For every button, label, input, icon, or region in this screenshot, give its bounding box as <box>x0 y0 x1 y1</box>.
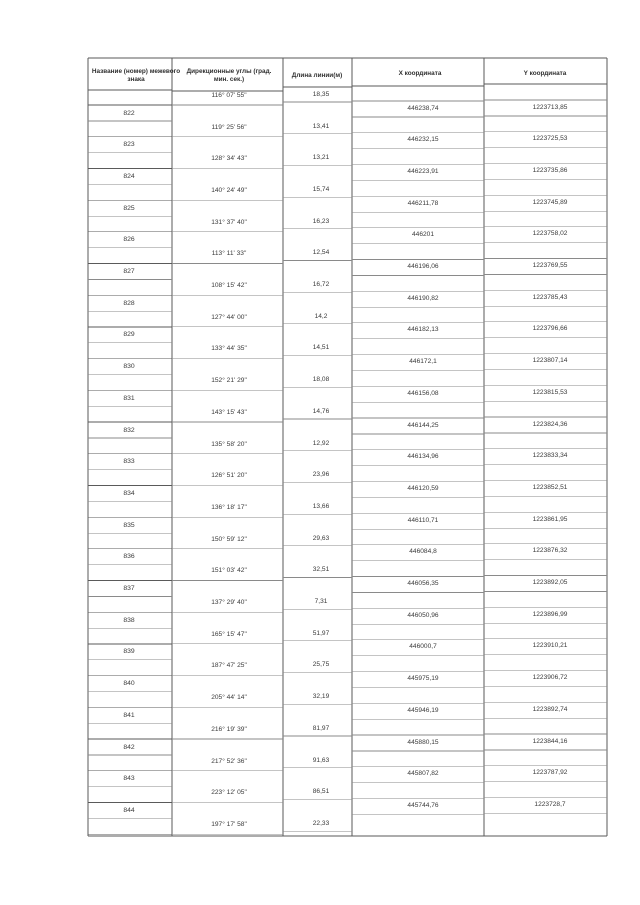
x-coordinate: 446196,06 <box>407 263 439 270</box>
x-coordinate: 446056,35 <box>407 580 439 587</box>
direction-angle: 133° 44' 35" <box>211 345 247 353</box>
x-coordinate: 446156,08 <box>407 389 439 397</box>
point-name: 841 <box>123 711 135 719</box>
x-coordinate: 446110,71 <box>407 516 439 524</box>
y-coordinate: 1223787,92 <box>532 769 568 777</box>
direction-angle: 143° 15' 43" <box>211 408 247 416</box>
x-coordinate: 446223,91 <box>407 167 439 175</box>
direction-angle: 152° 21' 29" <box>211 377 247 385</box>
direction-angle: 135° 58' 20" <box>211 440 247 448</box>
y-coordinate: 1223769,55 <box>532 262 568 269</box>
direction-angle: 140° 24' 49" <box>211 186 247 194</box>
y-coordinate: 1223725,53 <box>532 135 568 143</box>
line-length: 13,66 <box>312 502 330 510</box>
y-coordinate: 1223844,16 <box>532 737 568 745</box>
y-coordinate: 1223861,95 <box>532 515 568 523</box>
line-length: 13,21 <box>312 154 330 162</box>
y-coordinate: 1223876,32 <box>532 547 568 555</box>
line-length: 23,96 <box>312 471 330 479</box>
x-coordinate: 446211,78 <box>407 199 439 207</box>
x-coordinate: 446190,82 <box>407 294 439 302</box>
y-coordinate: 1223896,99 <box>532 610 568 618</box>
y-coordinate: 1223892,74 <box>532 705 568 713</box>
point-name: 835 <box>123 521 135 529</box>
line-length: 15,74 <box>312 185 330 193</box>
y-coordinate: 1223807,14 <box>532 357 568 365</box>
y-coordinate: 1223745,89 <box>532 198 568 206</box>
point-name: 823 <box>123 141 135 149</box>
line-length: 12,54 <box>312 249 330 257</box>
y-coordinate: 1223906,72 <box>532 674 568 682</box>
point-name: 836 <box>123 553 135 561</box>
line-length: 22,33 <box>312 819 330 827</box>
line-length: 32,51 <box>312 566 330 574</box>
x-coordinate: 446144,25 <box>407 421 439 429</box>
point-name: 833 <box>123 458 135 466</box>
header-name: Название (номер) межевого знака <box>91 68 181 83</box>
line-length: 14,2 <box>314 312 328 320</box>
direction-angle: 126° 51' 20" <box>211 472 247 480</box>
point-name: 824 <box>123 172 135 180</box>
first-angle: 116° 07' 55" <box>211 92 247 99</box>
direction-angle: 217° 52' 36" <box>211 757 247 765</box>
direction-angle: 136° 18' 17" <box>211 503 247 511</box>
y-coordinate: 1223910,21 <box>532 642 568 650</box>
direction-angle: 113° 11' 33" <box>211 250 247 258</box>
first-length: 18,35 <box>312 91 330 98</box>
y-coordinate: 1223824,36 <box>532 420 568 428</box>
header-x: X координата <box>398 70 442 77</box>
direction-angle: 187° 47' 25" <box>211 662 247 670</box>
y-coordinate: 1223713,85 <box>532 103 568 111</box>
x-coordinate: 446120,59 <box>407 484 439 492</box>
direction-angle: 205° 44' 14" <box>211 694 247 702</box>
direction-angle: 165° 15' 47" <box>211 630 247 638</box>
line-length: 18,08 <box>312 376 330 384</box>
point-name: 830 <box>123 363 135 371</box>
line-length: 29,63 <box>312 534 330 542</box>
point-name: 826 <box>123 236 135 244</box>
y-coordinate: 1223815,53 <box>532 388 568 396</box>
direction-angle: 108° 15' 42" <box>211 282 247 289</box>
line-length: 51,97 <box>312 629 330 637</box>
point-name: 825 <box>123 204 135 212</box>
line-length: 32,19 <box>312 693 330 701</box>
line-length: 86,51 <box>312 788 330 796</box>
x-coordinate: 445807,82 <box>407 770 439 778</box>
point-name: 842 <box>123 743 135 751</box>
x-coordinate: 445946,19 <box>407 706 439 714</box>
line-length: 14,76 <box>312 407 330 415</box>
direction-angle: 197° 17' 58" <box>211 820 247 828</box>
direction-angle: 216° 19' 39" <box>211 725 247 733</box>
direction-angle: 128° 34' 43" <box>211 155 247 163</box>
x-coordinate: 446172,1 <box>409 358 437 366</box>
line-length: 7,31 <box>314 598 328 605</box>
line-length: 81,97 <box>312 724 330 732</box>
point-name: 827 <box>123 268 135 275</box>
direction-angle: 137° 29' 40" <box>211 599 247 606</box>
x-coordinate: 446232,15 <box>407 136 439 144</box>
y-coordinate: 1223758,02 <box>532 230 568 238</box>
point-name: 843 <box>123 775 135 783</box>
direction-angle: 151° 03' 42" <box>211 567 247 575</box>
point-name: 844 <box>123 806 135 814</box>
x-coordinate: 446000,7 <box>409 643 437 651</box>
point-name: 834 <box>123 489 135 497</box>
x-coordinate: 445744,76 <box>407 801 439 809</box>
line-length: 25,75 <box>312 661 330 669</box>
y-coordinate: 1223796,66 <box>532 325 568 333</box>
y-coordinate: 1223833,34 <box>532 452 568 460</box>
y-coordinate: 1223735,86 <box>532 166 568 174</box>
header-angle: Дирекционные углы (град. мин. сек.) <box>186 68 272 83</box>
point-name: 840 <box>123 680 135 688</box>
y-coordinate: 1223892,05 <box>532 579 568 586</box>
point-name: 829 <box>123 331 135 339</box>
point-name: 832 <box>123 426 135 434</box>
line-length: 16,23 <box>312 217 330 225</box>
x-coordinate: 445975,19 <box>407 675 439 683</box>
x-coordinate: 446238,74 <box>407 104 439 112</box>
direction-angle: 150° 59' 12" <box>211 535 247 543</box>
y-coordinate: 1223785,43 <box>532 293 568 301</box>
line-length: 16,72 <box>312 281 330 288</box>
direction-angle: 119° 25' 56" <box>211 123 247 131</box>
line-length: 91,63 <box>312 756 330 764</box>
direction-angle: 131° 37' 40" <box>211 218 247 226</box>
header-length: Длина линии(м) <box>291 72 343 79</box>
point-name: 837 <box>123 585 135 592</box>
x-coordinate: 445880,15 <box>407 738 439 746</box>
line-length: 12,92 <box>312 439 330 447</box>
header-y: Y координата <box>523 70 567 77</box>
line-length: 13,41 <box>312 122 330 130</box>
direction-angle: 127° 44' 00" <box>211 313 247 321</box>
x-coordinate: 446182,13 <box>407 326 439 334</box>
direction-angle: 223° 12' 05" <box>211 789 247 797</box>
x-coordinate: 446050,96 <box>407 611 439 619</box>
point-name: 822 <box>123 109 135 117</box>
point-name: 839 <box>123 648 135 656</box>
y-coordinate: 1223728,7 <box>534 800 566 808</box>
line-length: 14,51 <box>312 344 330 352</box>
x-coordinate: 446134,96 <box>407 453 439 461</box>
point-name: 838 <box>123 616 135 624</box>
point-name: 828 <box>123 299 135 307</box>
point-name: 831 <box>123 394 135 402</box>
y-coordinate: 1223852,51 <box>532 483 568 491</box>
x-coordinate: 446084,8 <box>409 548 437 556</box>
x-coordinate: 446201 <box>411 231 435 239</box>
